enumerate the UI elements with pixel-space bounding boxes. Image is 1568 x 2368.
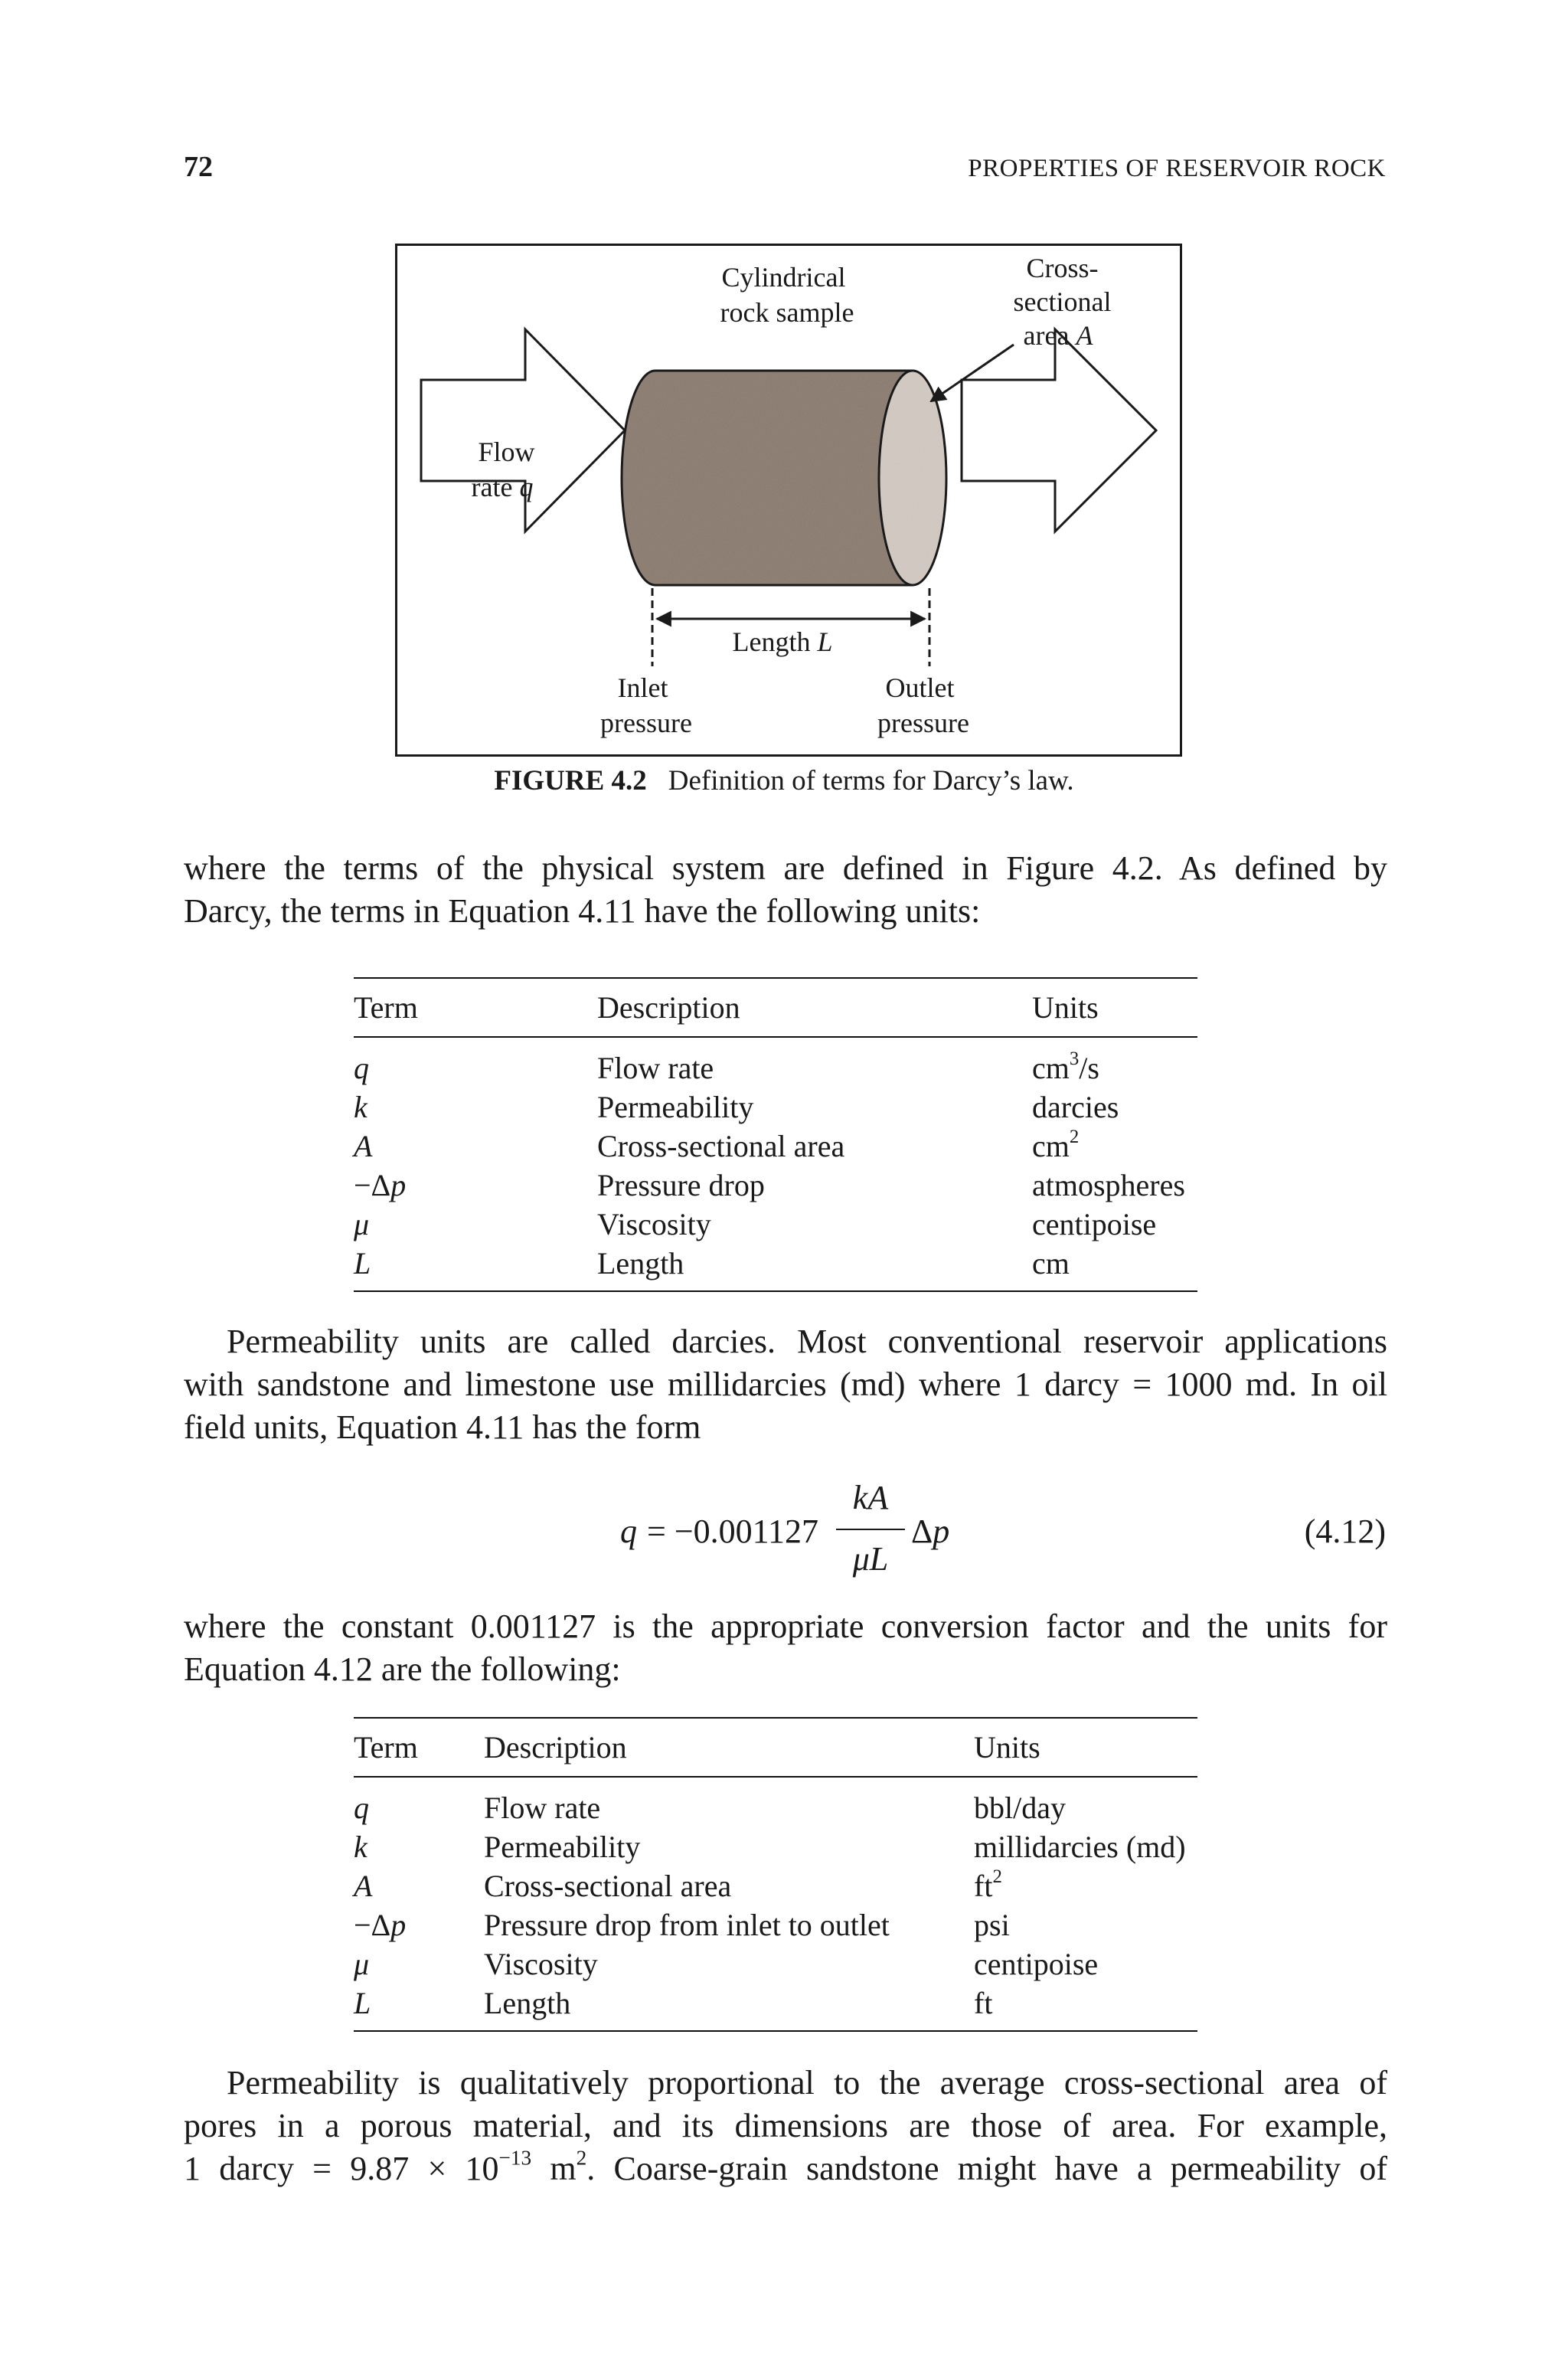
equation-denominator: μL [852,1540,889,1578]
paragraph-3 [184,1605,1387,1691]
table-row [354,1827,1197,1866]
description-cell: Permeability [597,1090,754,1124]
paragraph-line: 1 darcy = $9.87 \times 10^{-13}$ $m^2$. Coarse-grain sandstone might have a permeability of [184,2146,1388,2187]
description-cell: Flow rate [484,1791,601,1825]
page-number: 72 [184,151,213,183]
rock-sample-cylinder [622,371,946,585]
description-cell: Cross-sectional area [597,1129,845,1163]
units-cell: darcies [1032,1090,1119,1124]
table-header-row [354,1718,1197,1777]
description-cell: Pressure drop [597,1168,765,1202]
column-header-units: Units [974,1718,1197,1777]
description-cell: Flow rate [597,1051,714,1085]
caption-label: FIGURE 4.2 [494,765,647,796]
equation-tail: Δp [911,1513,950,1550]
equation-4-12 [620,1478,957,1593]
table-header-row [354,978,1197,1037]
units-cell: centipoise [1032,1207,1157,1241]
fraction-bar [836,1529,905,1530]
table-row [354,1905,1197,1944]
term-cell: A [354,1869,373,1903]
caption-text: Definition of terms for Darcy’s law. [668,765,1074,796]
length-label: Length L [732,626,833,657]
paragraph-2 [184,1320,1387,1449]
running-title: PROPERTIES OF RESERVOIR ROCK [968,155,1386,182]
units-cell: $cm^3/s$ [1032,1048,1099,1085]
units-cell: $ft^2$ [974,1866,1002,1903]
term-cell: A [354,1129,373,1163]
area-label: Cross- sectional area A [1013,253,1112,351]
units-cell: psi [974,1908,1010,1942]
outlet-label: Outlet pressure [877,672,969,738]
term-cell: μ [354,1207,370,1241]
column-header-description: Description [597,978,1032,1037]
inlet-label: Inlet pressure [600,672,692,738]
paragraph-line: Permeability is qualitatively proportional to the average cross-sectional area of [227,2064,1387,2101]
column-header-description: Description [484,1718,974,1777]
table-row [354,1866,1197,1905]
units-cell: $cm^2$ [1032,1127,1080,1163]
equation-lhs: q [620,1513,637,1550]
flow-label: Flow rate q [471,437,535,502]
paragraph-line: Equation 4.12 are the following: [184,1650,621,1688]
term-cell: k [354,1830,368,1864]
paragraph-line: where the constant 0.001127 is the appropriate conversion factor and the units for [184,1608,1387,1645]
equation-constant: = −0.001127 [639,1513,818,1550]
description-cell: Cross-sectional area [484,1869,732,1903]
field-units-table [354,1717,1197,2032]
units-cell: centipoise [974,1947,1099,1981]
term-cell: k [354,1090,368,1124]
description-cell: Length [484,1984,974,2031]
column-header-units: Units [1032,978,1197,1037]
darcy-figure [395,244,1182,757]
units-cell: cm [1032,1244,1197,1291]
table-row [354,1088,1197,1127]
term-cell: μ [354,1947,370,1981]
units-cell: atmospheres [1032,1168,1185,1202]
table-row [354,1944,1197,1984]
table-row [354,1205,1197,1244]
figure-caption [0,764,1568,797]
term-cell: L [354,1244,597,1291]
table-row [354,1777,1197,1827]
description-cell: Length [597,1244,1032,1291]
paragraph-4 [184,2062,1387,2190]
table-row [354,1037,1197,1088]
description-cell: Permeability [484,1830,641,1864]
paragraph-line: field units, Equation 4.11 has the form [184,1408,701,1446]
description-cell: Pressure drop from inlet to outlet [484,1908,890,1942]
term-cell: q [354,1791,369,1825]
cgs-units-table [354,977,1197,1292]
units-cell: bbl/day [974,1791,1066,1825]
table-row [354,1984,1197,2031]
description-cell: Viscosity [484,1947,598,1981]
table-row [354,1127,1197,1166]
equation-number: (4.12) [1304,1513,1386,1550]
sample-label: Cylindrical rock sample [720,262,854,328]
term-cell: L [354,1984,484,2031]
term-cell: −Δp [354,1908,407,1942]
paragraph-line: Permeability units are called darcies. Most conventional reservoir applications [227,1323,1387,1360]
units-cell: ft [974,1984,1197,2031]
table-row [354,1244,1197,1291]
table-row [354,1166,1197,1205]
paragraph-1 [184,847,1387,933]
paragraph-line: where the terms of the physical system are defined in Figure 4.2. As defined by [184,849,1387,887]
units-cell: millidarcies (md) [974,1830,1186,1864]
paragraph-line: Darcy, the terms in Equation 4.11 have the following units: [184,892,981,930]
description-cell: Viscosity [597,1207,711,1241]
column-header-term: Term [354,1718,484,1777]
term-cell: −Δp [354,1168,407,1202]
paragraph-line: with sandstone and limestone use millidarcies (md) where 1 darcy = 1000 md. In oil [184,1366,1387,1403]
equation-numerator: kA [852,1479,889,1516]
column-header-term: Term [354,978,597,1037]
paragraph-line: pores in a porous material, and its dimensions are those of area. For example, [184,2107,1387,2144]
term-cell: q [354,1051,369,1085]
